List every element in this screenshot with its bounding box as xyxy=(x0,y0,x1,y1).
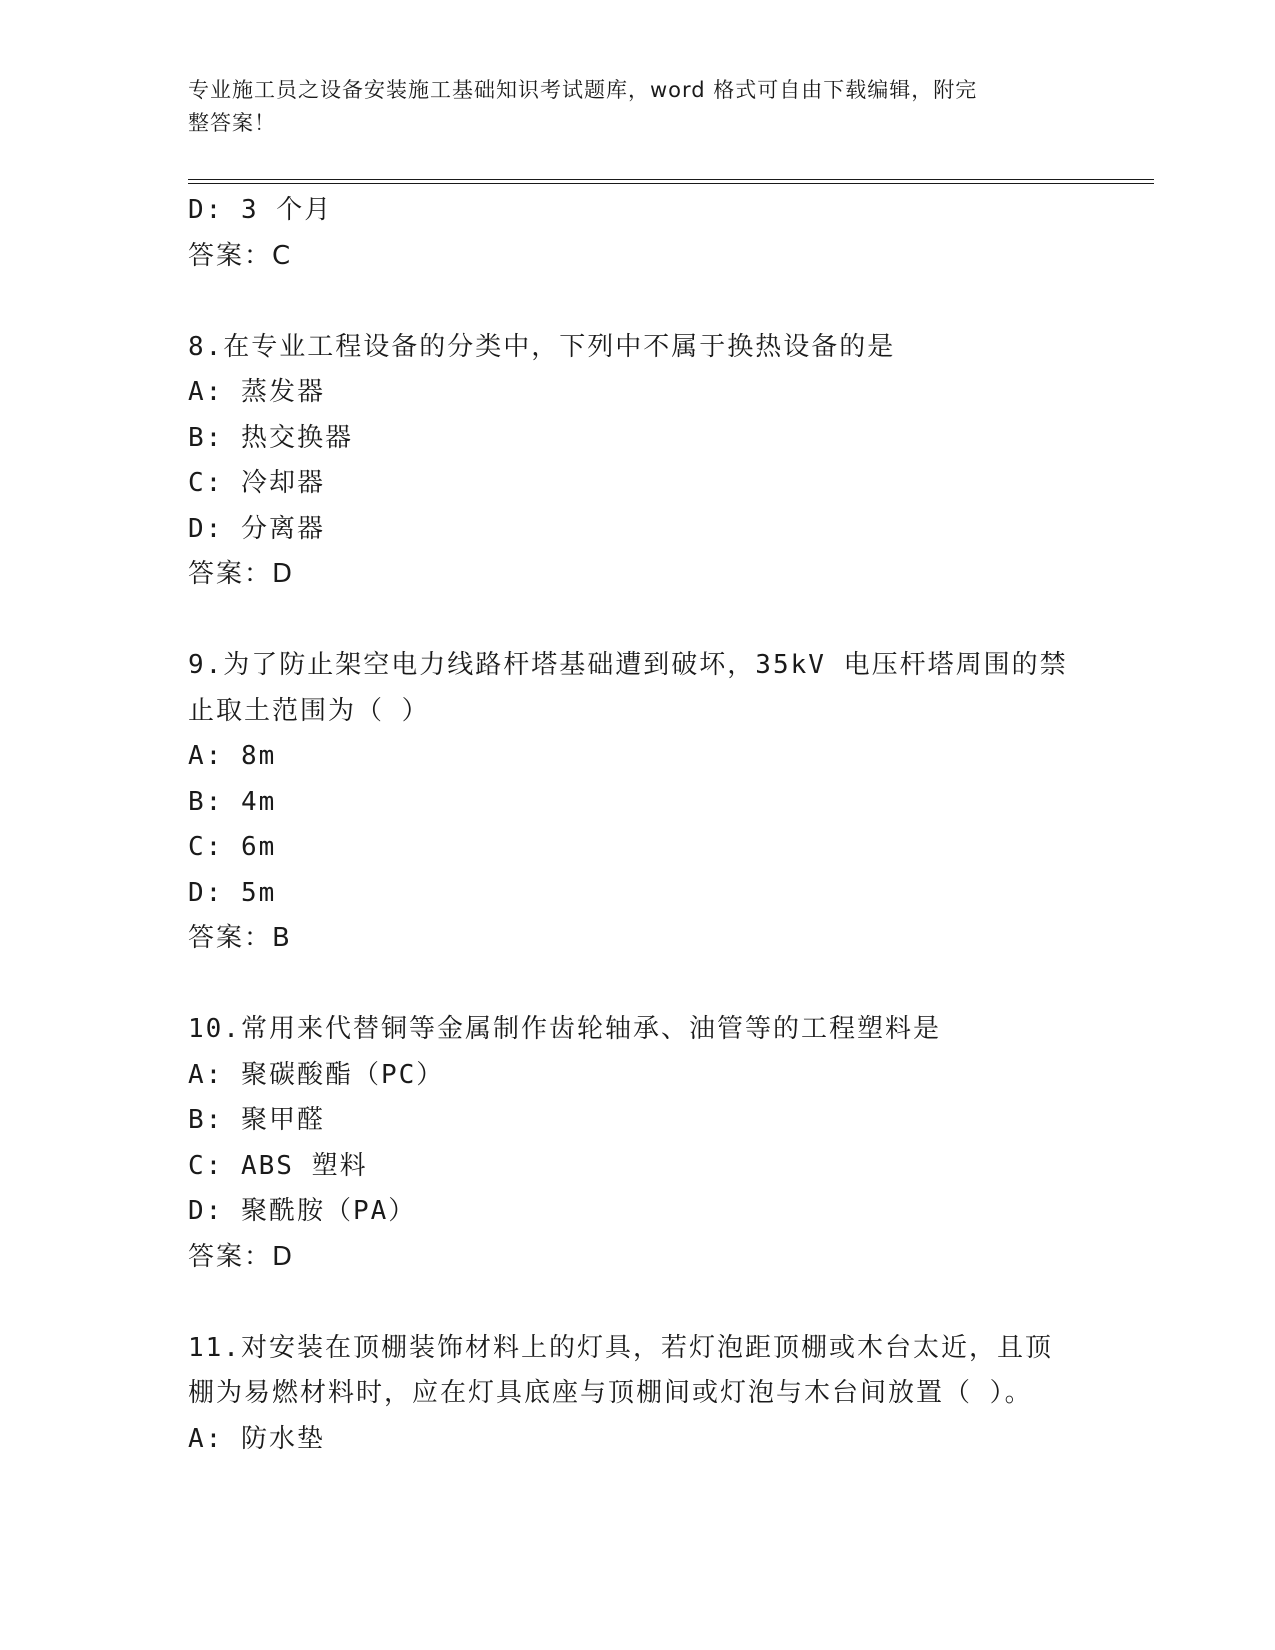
q8-option-c: C: 冷却器 xyxy=(188,468,325,498)
q7-answer: 答案：C xyxy=(188,240,293,271)
q9-answer: 答案：B xyxy=(188,923,292,953)
q10-question: 10.常用来代替铜等金属制作齿轮轴承、油管等的工程塑料是 xyxy=(188,1014,941,1044)
q10-option-c: C: ABS 塑料 xyxy=(188,1150,368,1181)
q8-option-b: B: 热交换器 xyxy=(188,422,353,453)
question-10 xyxy=(188,1007,1088,1280)
q10-option-a: A: 聚碳酸酯（PC） xyxy=(188,1059,445,1090)
q9-option-a: A: 8m xyxy=(188,741,277,771)
q11-question-line-2: 棚为易燃材料时，应在灯具底座与顶棚间或灯泡与木台间放置（ ）。 xyxy=(188,1378,1033,1408)
header-line-1: 专业施工员之设备安装施工基础知识考试题库，word 格式可自由下载编辑，附完 xyxy=(188,78,978,102)
q7-option-d: D: 3 个月 xyxy=(188,195,333,225)
q9-option-d: D: 5m xyxy=(188,877,277,908)
header-divider-bottom xyxy=(188,183,1154,184)
q9-option-b: B: 4m xyxy=(188,786,277,817)
question-list xyxy=(188,188,1088,1462)
q10-answer: 答案：D xyxy=(188,1241,295,1272)
q8-answer: 答案：D xyxy=(188,559,295,589)
question-11 xyxy=(188,1326,1088,1463)
question-8 xyxy=(188,325,1088,598)
q8-option-a: A: 蒸发器 xyxy=(188,377,325,407)
q11-question-line-1: 11.对安装在顶棚装饰材料上的灯具，若灯泡距顶棚或木台太近，且顶 xyxy=(188,1332,1053,1363)
spacer xyxy=(188,962,1088,1008)
q10-option-b: B: 聚甲醛 xyxy=(188,1105,325,1135)
question-7-tail xyxy=(188,188,1088,279)
q9-option-c: C: 6m xyxy=(188,832,277,862)
q9-question-line-1: 9.为了防止架空电力线路杆塔基础遭到破坏，35kV 电压杆塔周围的禁 xyxy=(188,650,1068,680)
spacer xyxy=(188,1280,1088,1326)
spacer xyxy=(188,279,1088,325)
q11-option-a: A: 防水垫 xyxy=(188,1423,325,1454)
question-9 xyxy=(188,643,1088,962)
header-line-2: 整答案！ xyxy=(188,111,276,135)
q10-option-d: D: 聚酰胺（PA） xyxy=(188,1196,417,1226)
q8-option-d: D: 分离器 xyxy=(188,513,325,544)
header-divider-top xyxy=(188,179,1154,180)
spacer xyxy=(188,598,1088,644)
q9-question-line-2: 止取土范围为（ ） xyxy=(188,695,430,726)
document-header xyxy=(188,74,1068,140)
q8-question: 8.在专业工程设备的分类中，下列中不属于换热设备的是 xyxy=(188,331,896,362)
